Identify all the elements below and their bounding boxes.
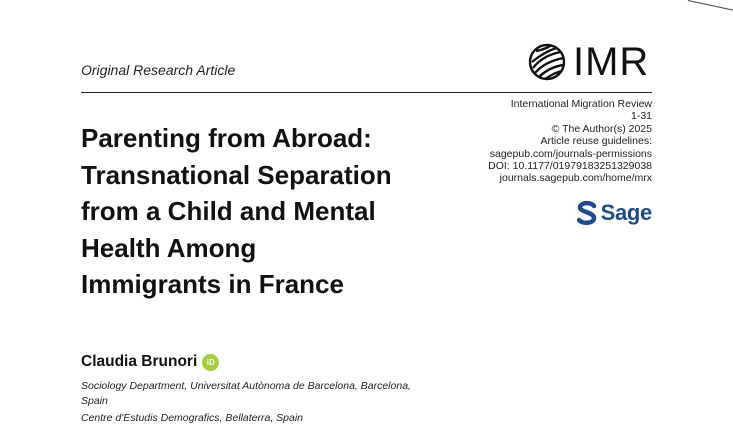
journal-metadata — [488, 98, 652, 185]
reuse-link[interactable]: sagepub.com/journals-permissions — [489, 147, 652, 160]
author-row — [81, 353, 219, 371]
reuse-label: Article reuse guidelines: — [540, 135, 652, 148]
journal-logo-text: IMR — [573, 40, 650, 84]
doi-link[interactable]: DOI: 10.1177/01979183251329038 — [488, 160, 652, 173]
affiliation-line: Sociology Department, Universitat Autònoma de Barcelona, Barcelona, — [81, 380, 411, 392]
copyright: © The Author(s) 2025 — [551, 122, 652, 135]
journal-logo — [527, 40, 649, 84]
journal-home-link[interactable]: journals.sagepub.com/home/mrx — [499, 172, 652, 185]
article-type-label: Original Research Article — [81, 62, 236, 78]
sage-s-logo-icon — [577, 201, 597, 225]
publisher-logo — [577, 200, 652, 226]
publisher-name: Sage — [600, 200, 652, 225]
header-divider — [81, 92, 652, 93]
title-line: Health Among — [81, 232, 257, 263]
title-line: Parenting from Abroad: — [81, 123, 372, 153]
title-line: Immigrants in France — [81, 269, 344, 299]
author-name: Claudia Brunori — [81, 353, 198, 370]
journal-name: International Migration Review — [510, 98, 652, 110]
article-title — [81, 120, 461, 303]
title-line: from a Child and Mental — [81, 196, 376, 226]
title-line: Transnational Separation — [81, 159, 392, 190]
page-range: 1-31 — [630, 110, 652, 123]
affiliation-line: Spain — [81, 394, 108, 407]
imr-globe-logo-icon — [527, 42, 567, 82]
corner-decoration-line — [688, 0, 733, 13]
orcid-icon[interactable]: iD — [202, 354, 219, 371]
affiliation-line: Centre d'Estudis Demografics, Bellaterra, Spain — [81, 412, 304, 424]
affiliations — [81, 379, 461, 426]
